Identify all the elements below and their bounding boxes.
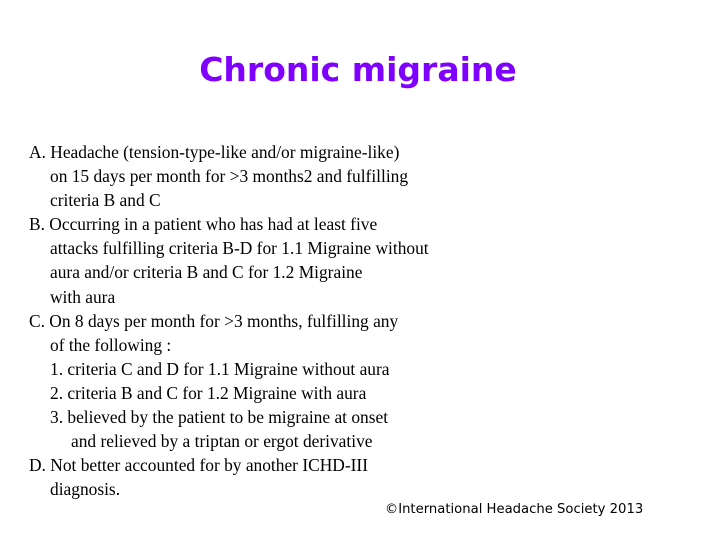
criterion-b-line-3: aura and/or criteria B and C for 1.2 Migraine	[50, 262, 363, 283]
criterion-c-subitem-3: 3. believed by the patient to be migraine at onset	[50, 407, 389, 428]
criterion-a-line-1: A. Headache (tension-type-like and/or migraine-like)	[29, 142, 400, 162]
criterion-b-line-2: attacks fulfilling criteria B-D for 1.1 Migraine without	[50, 238, 429, 259]
criterion-c-subitem-3-cont: and relieved by a triptan or ergot derivative	[71, 431, 373, 452]
criterion-c-line-2: of the following :	[50, 334, 172, 355]
copyright-footer: ©International Headache Society 2013	[385, 502, 644, 517]
criterion-c-subitem-2: 2. criteria B and C for 1.2 Migraine with aura	[50, 382, 367, 403]
slide-title: Chronic migraine	[199, 50, 517, 89]
criterion-a-line-2: on 15 days per month for >3 months2 and fulfilling	[50, 166, 409, 187]
criterion-b-line-1: B. Occurring in a patient who has had at least five	[29, 214, 378, 235]
criteria-list	[29, 140, 709, 501]
criterion-b-line-4: with aura	[50, 286, 116, 307]
criterion-d-line-1: D. Not better accounted for by another ICHD-III	[29, 455, 368, 476]
criterion-c-subitem-1: 1. criteria C and D for 1.1 Migraine without aura	[50, 358, 390, 379]
criterion-d-line-2: diagnosis.	[50, 479, 121, 500]
criterion-a-line-3: criteria B and C	[50, 190, 161, 211]
criterion-c-line-1: C. On 8 days per month for >3 months, fulfilling any	[29, 310, 399, 331]
